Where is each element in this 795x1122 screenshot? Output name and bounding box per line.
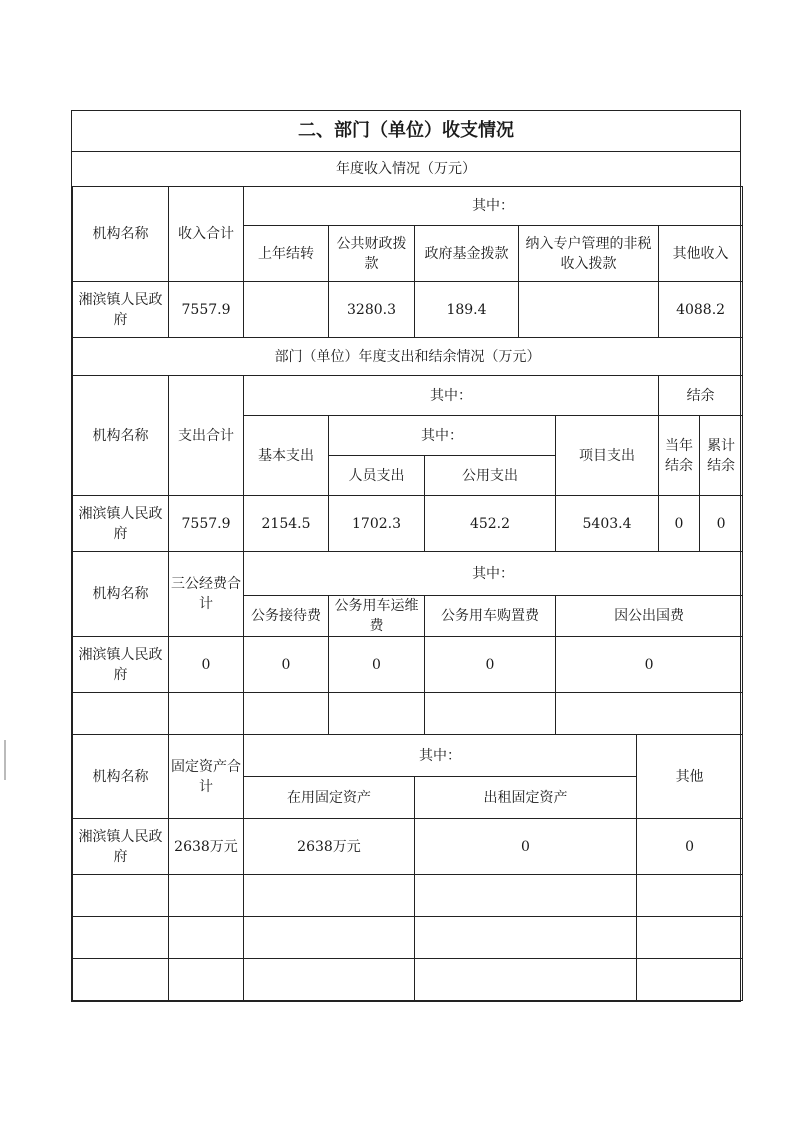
expense-col-accum-balance: 累计结余 (700, 416, 743, 496)
three-public-col-org: 机构名称 (73, 552, 169, 637)
income-total: 7557.9 (169, 282, 244, 338)
expense-col-year-balance: 当年结余 (659, 416, 700, 496)
expense-col-total: 支出合计 (169, 376, 244, 496)
income-col-among: 其中： (244, 187, 743, 226)
three-public-col-abroad: 因公出国费 (556, 596, 743, 637)
income-col-gov-fund: 政府基金拨款 (415, 226, 519, 282)
page-title: 二、部门（单位）收支情况 (71, 110, 741, 151)
assets-col-among: 其中： (244, 735, 637, 777)
empty-row (73, 959, 743, 1001)
expense-org: 湘滨镇人民政府 (73, 496, 169, 552)
income-col-carryover: 上年结转 (244, 226, 329, 282)
main-table-frame (71, 186, 741, 1002)
income-public-finance: 3280.3 (329, 282, 415, 338)
income-carryover (244, 282, 329, 338)
empty-row (73, 875, 743, 917)
empty-row (73, 917, 743, 959)
assets-col-other: 其他 (637, 735, 743, 819)
three-public-col-total: 三公经费合计 (169, 552, 244, 637)
income-other: 4088.2 (659, 282, 743, 338)
expense-row (73, 496, 743, 552)
expense-col-balance: 结余 (659, 376, 743, 416)
assets-in-use: 2638万元 (244, 819, 415, 875)
assets-org: 湘滨镇人民政府 (73, 819, 169, 875)
assets-col-rented: 出租固定资产 (415, 777, 637, 819)
assets-col-in-use: 在用固定资产 (244, 777, 415, 819)
three-public-abroad: 0 (556, 637, 743, 693)
three-public-col-among: 其中： (244, 552, 743, 596)
expense-total: 7557.9 (169, 496, 244, 552)
three-public-reception: 0 (244, 637, 329, 693)
three-public-org: 湘滨镇人民政府 (73, 637, 169, 693)
income-org: 湘滨镇人民政府 (73, 282, 169, 338)
assets-total: 2638万元 (169, 819, 244, 875)
expense-personnel: 1702.3 (329, 496, 425, 552)
expense-basic: 2154.5 (244, 496, 329, 552)
expense-public: 452.2 (425, 496, 556, 552)
income-row (73, 282, 743, 338)
assets-rented: 0 (415, 819, 637, 875)
income-col-total: 收入合计 (169, 187, 244, 282)
expense-heading: 部门（单位）年度支出和结余情况（万元） (73, 338, 743, 376)
assets-col-org: 机构名称 (73, 735, 169, 819)
expense-col-project: 项目支出 (556, 416, 659, 496)
expense-col-public: 公用支出 (425, 456, 556, 496)
three-public-car-ops: 0 (329, 637, 425, 693)
expense-accum-balance: 0 (700, 496, 743, 552)
income-non-tax (519, 282, 659, 338)
income-col-public-finance: 公共财政拨款 (329, 226, 415, 282)
expense-year-balance: 0 (659, 496, 700, 552)
scan-margin-mark (4, 740, 6, 780)
assets-col-total: 固定资产合计 (169, 735, 244, 819)
income-heading: 年度收入情况（万元） (71, 151, 741, 186)
expense-col-among2: 其中： (329, 416, 556, 456)
assets-other: 0 (637, 819, 743, 875)
empty-row (73, 693, 743, 735)
expense-col-personnel: 人员支出 (329, 456, 425, 496)
expense-project: 5403.4 (556, 496, 659, 552)
three-public-row (73, 637, 743, 693)
assets-row (73, 819, 743, 875)
income-col-other: 其他收入 (659, 226, 743, 282)
budget-sheet (71, 110, 741, 1002)
three-public-col-car-ops: 公务用车运维费 (329, 596, 425, 637)
three-public-col-reception: 公务接待费 (244, 596, 329, 637)
three-public-col-car-purchase: 公务用车购置费 (425, 596, 556, 637)
income-col-non-tax: 纳入专户管理的非税收入拨款 (519, 226, 659, 282)
expense-col-basic: 基本支出 (244, 416, 329, 496)
income-col-org: 机构名称 (73, 187, 169, 282)
three-public-total: 0 (169, 637, 244, 693)
budget-table (72, 186, 743, 1001)
income-gov-fund: 189.4 (415, 282, 519, 338)
expense-col-org: 机构名称 (73, 376, 169, 496)
three-public-car-purchase: 0 (425, 637, 556, 693)
expense-col-among: 其中： (244, 376, 659, 416)
